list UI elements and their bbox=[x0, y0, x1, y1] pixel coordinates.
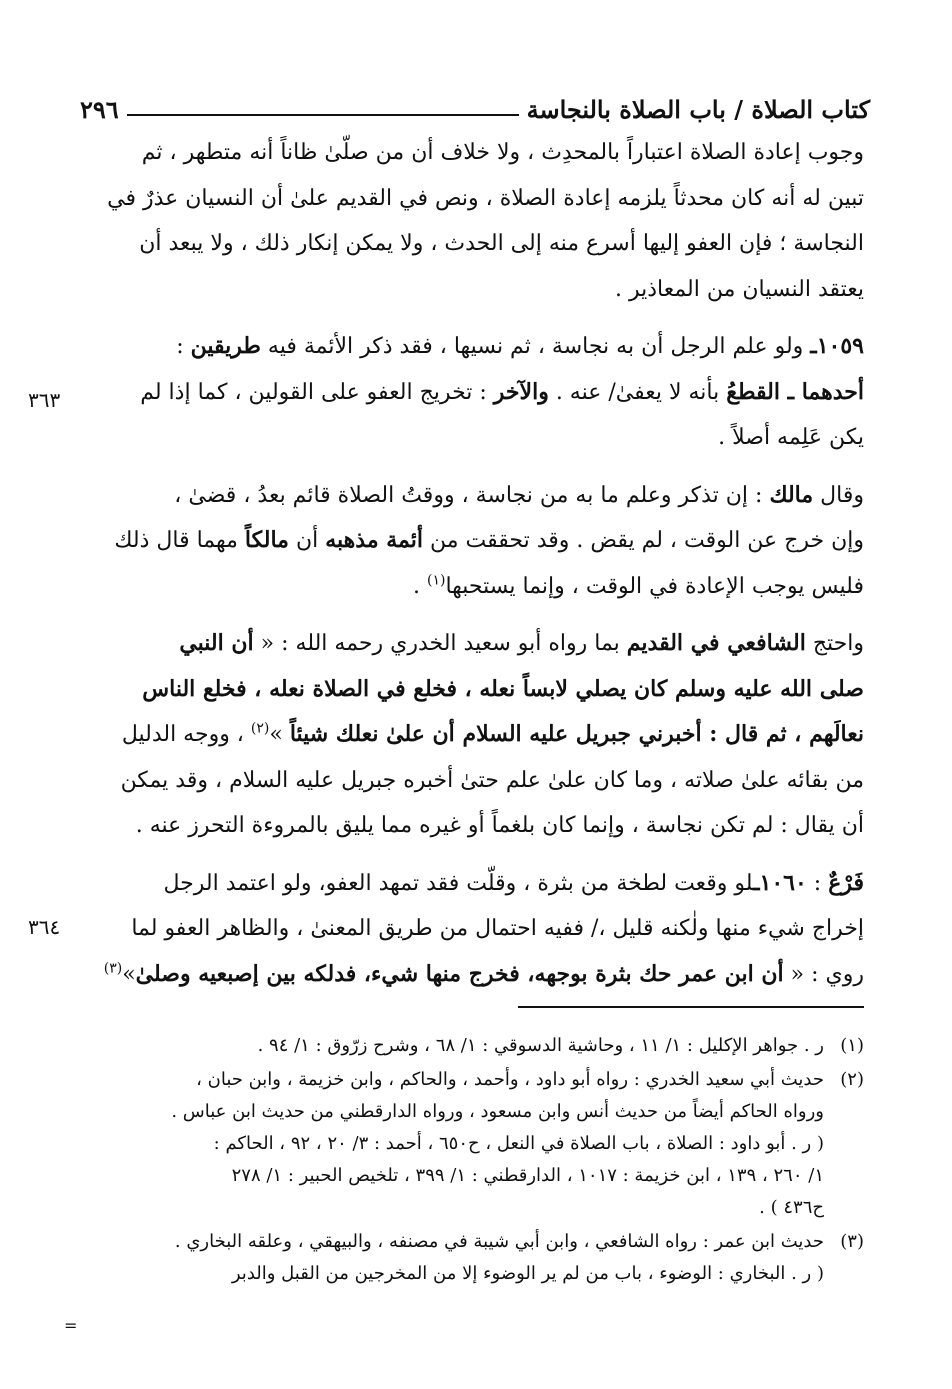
main-text bbox=[78, 130, 864, 1009]
footnote-ref-1: (١) bbox=[426, 572, 446, 589]
text-line: ١٠٥٩ـ ولو علم الرجل أن به نجاسة ، ثم نسيها ، فقد ذكر الأئمة فيه طريقين : bbox=[176, 333, 864, 359]
margin-page-number-363: ٣٦٣ bbox=[28, 388, 61, 412]
text-line: فَرْعٌ : ١٠٦٠ـلو وقعت لطخة من بثرة ، وقلّت فقد تمهد العفو، ولو اعتمد الرجل bbox=[163, 869, 864, 896]
paragraph-malik bbox=[78, 473, 864, 610]
issue-number: ١٠٥٩ـ bbox=[810, 333, 864, 359]
footnote-2: (٢) حديث أبي سعيد الخدري : رواه أبو داود ، وأحمد ، والحاكم ، وابن خزيمة ، وابن حبان ، ورواه الحاكم أيضاً من حديث أنس وابن مسعود ، ورواه الدارقطني من حديث ابن عباس . ( ر . أبو داود : الصلاة ، باب الصلاة في النعل ، ح٦٥٠ ، أحمد : ٣/ ٢٠ ، ٩٢ ، الحاكم : ١/ ٢٦٠ ، ١٣٩ ، ابن خزيمة : ١٠١٧ ، الدارقطني : ١/ ٣٩٩ ، تلخيص الحبير : ١/ ٢٧٨ ح٤٣٦ ) . bbox=[78, 1064, 864, 1224]
text-line: تبين له أنه كان محدثاً يلزمه إعادة الصلاة ، ونص في القديم علىٰ أن النسيان عذرٌ في bbox=[107, 185, 864, 211]
footnote-ref-2: (٢) bbox=[250, 720, 270, 737]
page-number: ٢٩٦ bbox=[80, 95, 119, 124]
footnote-line: ح٤٣٦ ) . bbox=[759, 1197, 824, 1218]
text-line: فليس يوجب الإعادة في الوقت ، وإنما يستحبها$^{(١)}$ . bbox=[412, 572, 864, 599]
text-line: إخراج شيء منها ولٰكنه قليل ،/ ففيه احتمال من طريق المعنىٰ ، والظاهر العفو لما bbox=[131, 916, 864, 941]
text-line: روي : « أن ابن عمر حك بثرة بوجهه، فخرج منها شيء، فدلكه بين إصبعيه وصلىٰ»$^{(٣)}$ bbox=[103, 960, 864, 987]
text-line: من بقائه علىٰ صلاته ، وما كان علىٰ علم حتىٰ أخبره جبريل عليه السلام ، وقد يمكن bbox=[120, 767, 864, 793]
footnote-1: (١) ر . جواهر الإكليل : ١/ ١١ ، وحاشية الدسوقي : ١/ ٦٨ ، وشرح زرّوق : ١/ ٩٤ . bbox=[78, 1030, 864, 1062]
text-line: النجاسة ؛ فإن العفو إليها أسرع منه إلى الحدث ، ولا يمكن إنكار ذلك ، ولا يبعد أن bbox=[139, 231, 864, 256]
footnote-3: (٣) حديث ابن عمر : رواه الشافعي ، وابن أبي شيبة في مصنفه ، والبيهقي ، وعلقه البخاري . ( ر . البخاري : الوضوء ، باب من لم ير الوضوء إلا من المخرجين من القبل والدبر bbox=[78, 1226, 864, 1290]
footnote-line: ( ر . البخاري : الوضوء ، باب من لم ير الوضوء إلا من المخرجين من القبل والدبر bbox=[231, 1263, 824, 1284]
header-rule bbox=[127, 114, 519, 116]
text-line: يعتقد النسيان من المعاذير . bbox=[614, 276, 864, 302]
far-heading: فَرْعٌ bbox=[828, 869, 864, 896]
footnote-ref-3: (٣) bbox=[103, 960, 123, 977]
paragraph-1059 bbox=[78, 324, 864, 461]
margin-page-number-364: ٣٦٤ bbox=[28, 915, 61, 939]
paragraph-1 bbox=[78, 130, 864, 312]
issue-number: ١٠٦٠ـ bbox=[753, 869, 807, 896]
footnote-line: حديث أبي سعيد الخدري : رواه أبو داود ، وأحمد ، والحاكم ، وابن خزيمة ، وابن حبان ، bbox=[196, 1069, 824, 1090]
footnote-line: ١/ ٢٦٠ ، ١٣٩ ، ابن خزيمة : ١٠١٧ ، الدارقطني : ١/ ٣٩٩ ، تلخيص الحبير : ١/ ٢٧٨ bbox=[231, 1165, 824, 1186]
text-line: وقال مالك : إن تذكر وعلم ما به من نجاسة ، ووقتُ الصلاة قائم بعدُ ، قضىٰ ، bbox=[174, 481, 864, 508]
text-line: أحدهما ـ القطعُ بأنه لا يعفىٰ/ عنه . والآخر : تخريج العفو على القولين ، كما إذا لم bbox=[140, 378, 864, 405]
text-line: وجوب إعادة الصلاة اعتباراً بالمحدِث ، ولا خلاف أن من صلّىٰ ظاناً أنه متطهر ، ثم bbox=[141, 140, 864, 165]
footnote-line: ر . جواهر الإكليل : ١/ ١١ ، وحاشية الدسوقي : ١/ ٦٨ ، وشرح زرّوق : ١/ ٩٤ . bbox=[257, 1035, 824, 1056]
text-line: صلى الله عليه وسلم كان يصلي لابساً نعله ، فخلع في الصلاة نعله ، فخلع الناس bbox=[142, 675, 864, 702]
text-line: وإن خرج عن الوقت ، لم يقض . وقد تحققت من أئمة مذهبه أن مالكاً مهما قال ذلك bbox=[114, 527, 864, 553]
text-line: يكن عَلِمه أصلاً . bbox=[718, 425, 864, 450]
text-line: أن يقال : لم تكن نجاسة ، وإنما كان بلغماً أو غيره مما يليق بالمروءة التحرز عنه . bbox=[135, 813, 864, 838]
footnote-line: ورواه الحاكم أيضاً من حديث أنس وابن مسعود ، ورواه الدارقطني من حديث ابن عباس . bbox=[171, 1101, 824, 1122]
footnote-line: حديث ابن عمر : رواه الشافعي ، وابن أبي شيبة في مصنفه ، والبيهقي ، وعلقه البخاري . bbox=[174, 1231, 824, 1252]
paragraph-shafii bbox=[78, 621, 864, 849]
text-line: واحتج الشافعي في القديم بما رواه أبو سعيد الخدري رحمه الله : « أن النبي bbox=[179, 630, 864, 656]
continuation-mark: = bbox=[64, 1316, 78, 1335]
header-title: كتاب الصلاة / باب الصلاة بالنجاسة bbox=[526, 95, 870, 124]
footnote-separator bbox=[518, 1006, 864, 1008]
paragraph-1060 bbox=[78, 861, 864, 998]
footnote-line: ( ر . أبو داود : الصلاة ، باب الصلاة في النعل ، ح٦٥٠ ، أحمد : ٣/ ٢٠ ، ٩٢ ، الحاكم : bbox=[213, 1133, 824, 1154]
text-line: نعالَهم ، ثم قال : أخبرني جبريل عليه السلام أن علىٰ نعلك شيئاً »$^{(٢)}$ ، ووجه الدليل bbox=[121, 720, 864, 747]
running-header bbox=[80, 84, 870, 124]
footnotes bbox=[78, 1030, 864, 1292]
